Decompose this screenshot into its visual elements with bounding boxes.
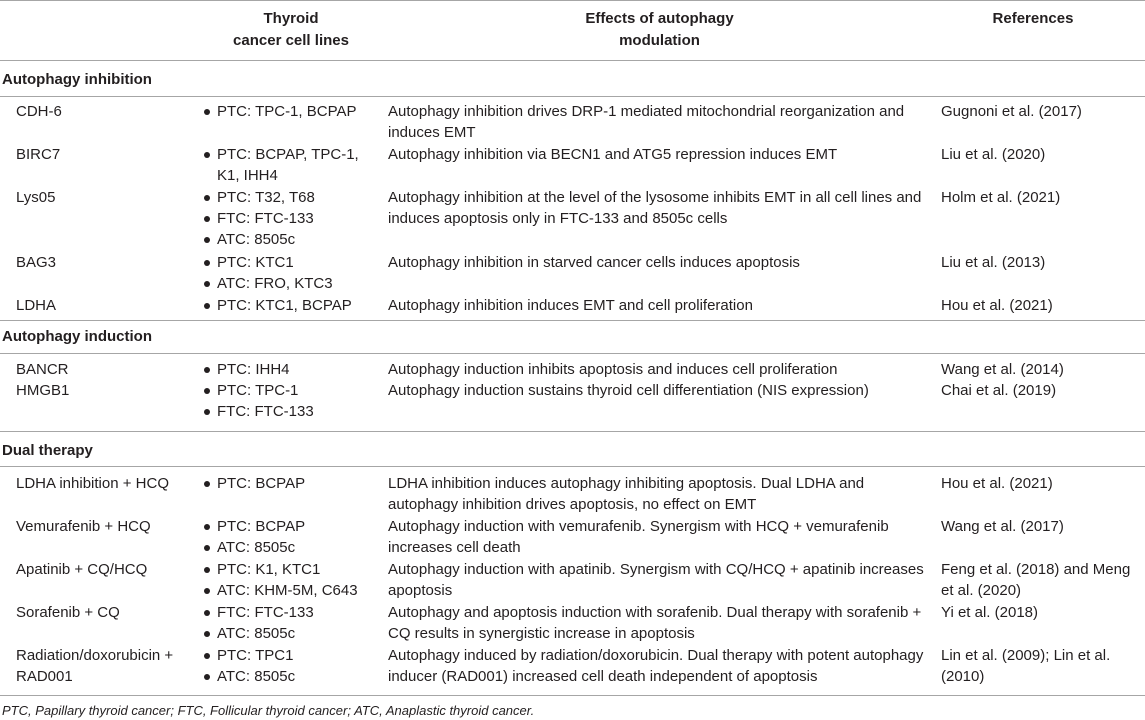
header-cell-lines: Thyroid cancer cell lines — [233, 10, 349, 49]
rule-top — [0, 0, 1145, 1]
cell-line-item: PTC: TPC-1, BCPAP — [204, 101, 382, 122]
agent-name: Lys05 — [16, 189, 56, 206]
reference-text: Chai et al. (2019) — [941, 382, 1057, 399]
cell-lines — [204, 187, 382, 250]
rule-section — [0, 320, 1145, 321]
cell-line-item: ATC: 8505c — [204, 666, 382, 687]
reference-text: Hou et al. (2021) — [941, 297, 1053, 314]
agent-name: BIRC7 — [16, 146, 61, 163]
header-references: References — [992, 10, 1074, 27]
cell-line-item: FTC: FTC-133 — [204, 401, 382, 422]
rule-section — [0, 466, 1145, 467]
cell-line-item: PTC: K1, KTC1 — [204, 559, 382, 580]
reference-text: Hou et al. (2021) — [941, 475, 1053, 492]
header-effects: Effects of autophagy modulation — [585, 10, 734, 49]
effect-text: Autophagy inhibition at the level of the lysosome inhibits EMT in all cell lines and induces apoptosis only in FTC-133 and 8505c cells — [388, 189, 922, 227]
cell-lines — [204, 473, 382, 494]
reference-text: Holm et al. (2021) — [941, 189, 1061, 206]
rule-section — [0, 431, 1145, 432]
cell-line-item: ATC: KHM-5M, C643 — [204, 580, 382, 601]
cell-line-item: FTC: FTC-133 — [204, 602, 382, 623]
agent-name: Radiation/doxorubicin + RAD001 — [16, 647, 174, 685]
cell-line-item: ATC: 8505c — [204, 537, 382, 558]
cell-line-item: PTC: KTC1, BCPAP — [204, 295, 382, 316]
cell-line-item: PTC: KTC1 — [204, 252, 382, 273]
section-title: Dual therapy — [2, 442, 93, 459]
agent-name: HMGB1 — [16, 382, 70, 399]
cell-lines — [204, 645, 382, 687]
effect-text: Autophagy induction sustains thyroid cell differentiation (NIS expression) — [388, 382, 869, 399]
reference-text: Liu et al. (2013) — [941, 254, 1046, 271]
reference-text: Gugnoni et al. (2017) — [941, 103, 1082, 120]
rule-section — [0, 96, 1145, 97]
cell-line-item: FTC: FTC-133 — [204, 208, 382, 229]
agent-name: BANCR — [16, 361, 69, 378]
agent-name: CDH-6 — [16, 103, 62, 120]
reference-text: Liu et al. (2020) — [941, 146, 1046, 163]
rule-section — [0, 353, 1145, 354]
cell-line-item: PTC: BCPAP — [204, 516, 382, 537]
effect-text: Autophagy induction with apatinib. Synergism with CQ/HCQ + apatinib increases apoptosis — [388, 561, 924, 599]
cell-lines — [204, 380, 382, 422]
rule-bottom — [0, 695, 1145, 696]
cell-lines — [204, 295, 382, 316]
cell-lines — [204, 602, 382, 644]
effect-text: Autophagy and apoptosis induction with sorafenib. Dual therapy with sorafenib + CQ results in synergistic increase in apoptosis — [388, 604, 922, 642]
cell-lines — [204, 516, 382, 558]
effect-text: Autophagy induction inhibits apoptosis and induces cell proliferation — [388, 361, 838, 378]
cell-line-item: PTC: TPC-1 — [204, 380, 382, 401]
effect-text: Autophagy induced by radiation/doxorubicin. Dual therapy with potent autophagy inducer (RAD001) increased cell death independent of apoptosis — [388, 647, 924, 685]
effect-text: Autophagy inhibition induces EMT and cell proliferation — [388, 297, 753, 314]
reference-text: Wang et al. (2017) — [941, 518, 1064, 535]
cell-lines — [204, 559, 382, 601]
effect-text: Autophagy inhibition in starved cancer cells induces apoptosis — [388, 254, 800, 271]
cell-lines — [204, 101, 382, 122]
section-title: Autophagy inhibition — [2, 71, 152, 88]
reference-text: Feng et al. (2018) and Meng et al. (2020) — [941, 561, 1131, 599]
cell-line-item: PTC: BCPAP, TPC-1, K1, IHH4 — [204, 144, 382, 186]
cell-line-item: PTC: IHH4 — [204, 359, 382, 380]
section-title: Autophagy induction — [2, 328, 152, 345]
agent-name: LDHA — [16, 297, 57, 314]
agent-name: Sorafenib + CQ — [16, 604, 120, 621]
effect-text: Autophagy inhibition via BECN1 and ATG5 repression induces EMT — [388, 146, 838, 163]
rule-header — [0, 60, 1145, 61]
cell-line-item: PTC: BCPAP — [204, 473, 382, 494]
cell-lines — [204, 252, 382, 294]
reference-text: Lin et al. (2009); Lin et al. (2010) — [941, 647, 1111, 685]
cell-line-item: ATC: FRO, KTC3 — [204, 273, 382, 294]
cell-line-item: ATC: 8505c — [204, 229, 382, 250]
reference-text: Wang et al. (2014) — [941, 361, 1064, 378]
cell-line-item: PTC: TPC1 — [204, 645, 382, 666]
effect-text: LDHA inhibition induces autophagy inhibiting apoptosis. Dual LDHA and autophagy inhibition drives apoptosis, no effect on EMT — [388, 475, 865, 513]
cell-lines — [204, 144, 382, 186]
cell-line-item: PTC: T32, T68 — [204, 187, 382, 208]
effect-text: Autophagy induction with vemurafenib. Synergism with HCQ + vemurafenib increases cell death — [388, 518, 889, 556]
agent-name: Vemurafenib + HCQ — [16, 518, 151, 535]
reference-text: Yi et al. (2018) — [941, 604, 1038, 621]
agent-name: Apatinib + CQ/HCQ — [16, 561, 148, 578]
cell-line-item: ATC: 8505c — [204, 623, 382, 644]
cell-lines — [204, 359, 382, 380]
agent-name: BAG3 — [16, 254, 57, 271]
table-footnote: PTC, Papillary thyroid cancer; FTC, Follicular thyroid cancer; ATC, Anaplastic thyroid cancer. — [2, 703, 535, 718]
agent-name: LDHA inhibition + HCQ — [16, 475, 169, 492]
effect-text: Autophagy inhibition drives DRP-1 mediated mitochondrial reorganization and induces EMT — [388, 103, 905, 141]
